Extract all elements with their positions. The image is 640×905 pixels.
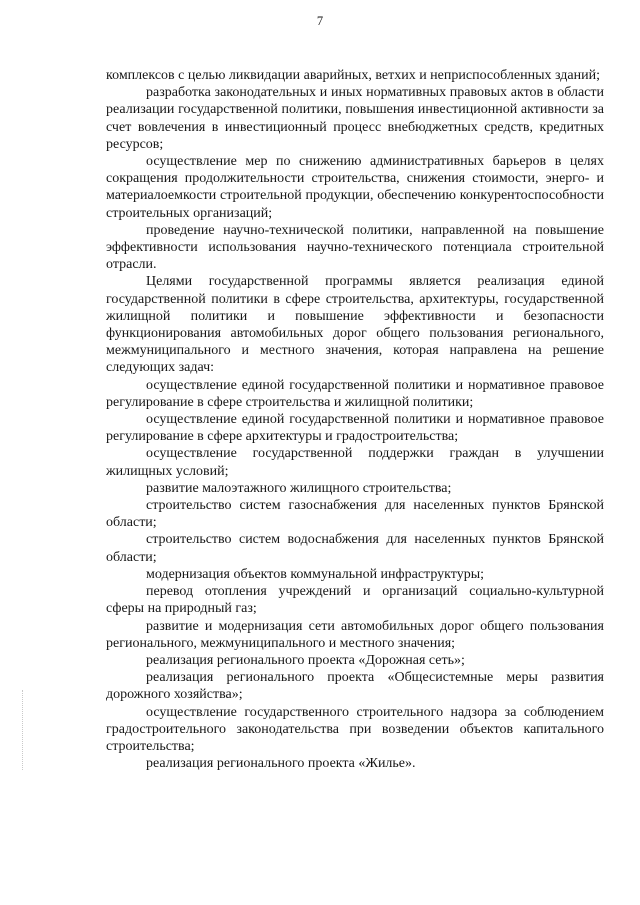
list-item: реализация регионального проекта «Дорожная сеть»; [146, 652, 465, 668]
paragraph: разработка законодательных и иных нормативных правовых актов в области реализации государственной политики, повышения инвестиционной активности за счет вовлечения в инвестиционный процесс внебюджетных средств, кредитных ресурсов; [106, 85, 604, 152]
list-item: развитие малоэтажного жилищного строительства; [146, 480, 452, 496]
paragraph: осуществление мер по снижению административных барьеров в целях сокращения продолжительности строительства, снижения стоимости, энерго- и материалоемкости строительной продукции, обеспечению конкурентоспособности строительных организаций; [106, 154, 604, 221]
list-item: реализация регионального проекта «Общесистемные меры развития дорожного хозяйства»; [106, 670, 604, 703]
scan-margin-mark [22, 690, 25, 770]
page-number: 7 [316, 14, 324, 28]
paragraph: Целями государственной программы является реализация единой государственной политики в сфере строительства, архитектуры, государственной жилищной политики и повышение эффективности и безопасности функционирования автомобильных дорог общего пользования регионального, межмуниципального и местного значения, которая направлена на решение следующих задач: [106, 274, 604, 376]
list-item: модернизация объектов коммунальной инфраструктуры; [146, 566, 484, 582]
list-item: осуществление единой государственной политики и нормативное правовое регулирование в сфере архитектуры и градостроительства; [106, 412, 604, 445]
document-body [106, 67, 604, 772]
paragraph: комплексов с целью ликвидации аварийных, ветхих и неприспособленных зданий; [106, 68, 600, 83]
list-item: перевод отопления учреждений и организаций социально-культурной сферы на природный газ; [106, 584, 604, 617]
list-item: реализация регионального проекта «Жилье». [146, 756, 416, 772]
list-item: осуществление единой государственной политики и нормативное правовое регулирование в сфере строительства и жилищной политики; [106, 377, 604, 410]
list-item: осуществление государственной поддержки граждан в улучшении жилищных условий; [106, 446, 604, 479]
list-item: строительство систем водоснабжения для населенных пунктов Брянской области; [106, 532, 604, 565]
paragraph: проведение научно-технической политики, направленной на повышение эффективности использования научно-технического потенциала строительной отрасли. [106, 222, 604, 273]
list-item: осуществление государственного строительного надзора за соблюдением градостроительного законодательства при возведении объектов капитального строительства; [106, 704, 604, 754]
list-item: развитие и модернизация сети автомобильных дорог общего пользования регионального, межмуниципального и местного значения; [106, 618, 604, 651]
list-item: строительство систем газоснабжения для населенных пунктов Брянской области; [106, 498, 604, 531]
